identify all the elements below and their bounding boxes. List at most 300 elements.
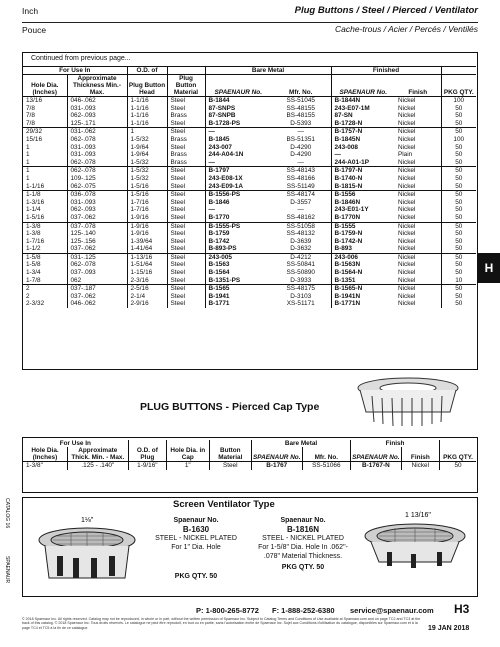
cell: 50 <box>441 128 476 136</box>
cell: Steel <box>167 222 205 230</box>
cell: Nickel <box>401 462 439 470</box>
cell: B-1941 <box>205 293 271 301</box>
cell: Steel <box>167 97 205 105</box>
table-row <box>23 285 476 293</box>
footer-date: 19 JAN 2018 <box>428 625 470 632</box>
cell: — <box>205 128 271 136</box>
cell: 50 <box>441 206 476 214</box>
cell: 062-.093 <box>67 112 127 120</box>
ventilator-right-part: B-1816N <box>286 525 319 534</box>
cell: B-1742 <box>205 238 271 246</box>
cell: B-1351-PS <box>205 277 271 285</box>
cell: Nickel <box>398 158 416 166</box>
cell: Steel <box>167 245 205 253</box>
column-header: Mfr. No. <box>289 89 313 96</box>
cell: B-1757-N <box>331 128 395 136</box>
cell: Nickel <box>398 269 416 277</box>
cell: Nickel <box>398 300 416 308</box>
cell: D-3632 <box>290 245 312 253</box>
cell: B-1770 <box>205 214 271 222</box>
ventilator-right-label: Spaenaur No. <box>280 517 326 524</box>
cell: 243-005 <box>205 253 271 261</box>
table-row <box>23 245 476 253</box>
cell: Steel <box>167 285 205 293</box>
cell: 50 <box>441 199 476 207</box>
cell: 1-9/64 <box>127 151 167 159</box>
cell: B-1563N <box>331 261 395 269</box>
cell: 50 <box>440 462 476 470</box>
ventilator-right-spec: STEEL - NICKEL PLATED <box>262 535 344 542</box>
cell: B-1556-PS <box>205 191 271 199</box>
table-row <box>23 136 476 144</box>
cell: 125-.171 <box>67 120 127 128</box>
cell: 50 <box>441 175 476 183</box>
table-row <box>23 183 476 191</box>
group-blank-2 <box>441 67 476 75</box>
cell: 125-.140 <box>67 230 127 238</box>
cell: Steel <box>167 191 205 199</box>
cell: 100 <box>441 136 476 144</box>
cell: 50 <box>441 269 476 277</box>
cell: B-1351 <box>331 277 395 285</box>
cell: 125-.156 <box>67 238 127 246</box>
cell: 1-9/64 <box>127 144 167 152</box>
cell: D-4290 <box>290 143 312 151</box>
column-header: SPAENAUR No. <box>205 75 271 97</box>
cell: 1-5/16 <box>127 183 167 191</box>
pierced-cap-image <box>352 374 464 430</box>
cell: Nickel <box>395 191 441 199</box>
cell: 243-007 <box>205 144 271 152</box>
cell: SS-48155 <box>286 104 315 112</box>
ventilator-title: Screen Ventilator Type <box>173 499 275 510</box>
cell: 1-9/16 <box>127 214 167 222</box>
cell: BS-51351 <box>286 135 315 143</box>
side-brand-label: SPAENAUR <box>4 556 10 584</box>
ventilator-left-pkg: PKG QTY. 50 <box>174 573 218 580</box>
cell: Nickel <box>398 97 416 104</box>
cell: 1-15/16 <box>127 269 167 277</box>
cell: 1-41/64 <box>127 245 167 253</box>
pierced-col-spae: SPAENAUR No. <box>252 447 303 462</box>
cell: Steel <box>167 230 205 238</box>
column-header: Hole Dia. (Inches) <box>31 82 59 96</box>
cell: SS-50890 <box>286 269 315 277</box>
cell: Nickel <box>398 198 416 206</box>
pierced-blank-3 <box>209 440 251 447</box>
cell: Steel <box>167 128 205 136</box>
cell: B-1845 <box>205 136 271 144</box>
cell: Nickel <box>398 135 416 143</box>
ventilator-left-card <box>151 516 241 581</box>
pierced-col-finish: Finish <box>401 447 439 462</box>
cell: Steel <box>209 462 251 470</box>
cell: 50 <box>441 120 476 128</box>
cell: SS-48132 <box>286 230 315 238</box>
cell: 1-7/16 <box>26 237 45 245</box>
cell: 2 <box>26 292 30 300</box>
table-row <box>23 191 476 199</box>
cell: SS-51058 <box>271 222 331 230</box>
group-od-of: O.D. of <box>127 67 167 75</box>
cell: B-1555-PS <box>205 222 271 230</box>
cell: 1-9/16 <box>127 222 167 230</box>
cell: Nickel <box>395 285 441 293</box>
cell: 062-.078 <box>67 136 127 144</box>
table-row <box>23 269 476 277</box>
pierced-col-hole: Hole Dia. (Inches) <box>31 447 59 461</box>
cell: 50 <box>441 222 476 230</box>
cell: BS-48155 <box>286 112 315 120</box>
cell: 037-.078 <box>67 222 127 230</box>
column-header: Plug Button Head <box>127 75 167 97</box>
ventilator-left-label: Spaenaur No. <box>173 517 219 524</box>
table-row <box>23 128 476 136</box>
cell: 50 <box>441 144 476 152</box>
cell: SS-48174 <box>271 191 331 199</box>
pierced-finish-group: Finish <box>351 440 440 447</box>
cell: 062 <box>67 277 127 285</box>
cell: Steel <box>167 293 205 301</box>
cell: Steel <box>167 120 205 128</box>
cell: D-3639 <box>290 237 312 245</box>
cell: Steel <box>167 269 205 277</box>
cell: 50 <box>441 167 476 175</box>
table-row <box>23 199 476 207</box>
cell: 50 <box>441 112 476 120</box>
cell: B-1565 <box>205 285 271 293</box>
cell: B-1556 <box>331 191 395 199</box>
cell: Nickel <box>395 128 441 136</box>
cell: Nickel <box>395 167 441 175</box>
ventilator-left-spec: STEEL - NICKEL PLATED <box>155 535 237 542</box>
pierced-blank-1 <box>128 440 166 447</box>
cell: 50 <box>441 300 476 308</box>
cell: SS-51066 <box>302 462 351 470</box>
cell: 062-.078 <box>67 159 127 167</box>
column-header: Plug Button Material <box>167 75 205 97</box>
cell: 1-1/16 <box>127 120 167 128</box>
cell: 031-.093 <box>67 105 127 113</box>
cell: Steel <box>167 175 205 183</box>
cell: — <box>205 206 271 214</box>
cell: B-1846N <box>331 199 395 207</box>
cell: 50 <box>441 183 476 191</box>
pierced-col-mfr: Mfr. No. <box>302 447 351 462</box>
cell: 1-3/8 <box>23 222 67 230</box>
cell: 1-5/32 <box>127 136 167 144</box>
page-title: Plug Buttons / Steel / Pierced / Ventilator <box>294 5 478 16</box>
cell: 1-39/64 <box>127 238 167 246</box>
cell: — <box>271 128 331 136</box>
cell: B-1845N <box>331 136 395 144</box>
table-row <box>23 214 476 222</box>
table-row <box>23 167 476 175</box>
cell: 2-9/16 <box>127 300 167 308</box>
ventilator-box <box>22 497 478 597</box>
table-row <box>23 277 476 285</box>
cell: Steel <box>167 214 205 222</box>
cell: 1-5/8 <box>26 261 41 269</box>
cell: B-1941N <box>331 293 395 301</box>
footer-fax: F: 1-888-252-6380 <box>272 606 335 615</box>
table-row <box>23 300 476 308</box>
cell: .125 - .140" <box>67 462 128 470</box>
cell: Nickel <box>398 261 416 269</box>
main-table-box <box>22 52 478 370</box>
cell: 031-.062 <box>67 128 127 136</box>
pierced-blank-2 <box>167 440 209 447</box>
cell: 1-3/8" <box>26 462 43 469</box>
cell: 243-E01-1Y <box>331 206 395 214</box>
cell: SS-50841 <box>286 261 315 269</box>
side-catalog-label: CATALOG 16 <box>4 498 10 529</box>
cell: 1-5/32 <box>127 175 167 183</box>
cell: 1 <box>23 167 67 175</box>
cell: 1-5/32 <box>127 159 167 167</box>
table-row <box>23 151 476 159</box>
group-for-use-in: For Use In <box>23 67 127 75</box>
cell: 100 <box>441 97 476 105</box>
cell: 046-.062 <box>67 97 127 105</box>
cell: B-1728-N <box>331 120 395 128</box>
cell: B-1797 <box>205 167 271 175</box>
cell: Nickel <box>398 213 416 221</box>
cell: Brass <box>167 151 205 159</box>
cell: 87-SNPS <box>205 105 271 113</box>
cell: 87-SN <box>331 112 395 120</box>
cell: 2-1/4 <box>127 293 167 301</box>
cell: 50 <box>441 214 476 222</box>
cell: XS-51171 <box>286 300 315 308</box>
cell: 243-006 <box>331 253 395 261</box>
cell: B-1564 <box>205 269 271 277</box>
cell: Steel <box>167 277 205 285</box>
cell: B-1797-N <box>331 167 395 175</box>
cell: Nickel <box>398 112 416 120</box>
plug-button-table <box>23 66 476 308</box>
cell: B-1740-N <box>331 175 395 183</box>
cell: Steel <box>167 300 205 308</box>
ventilator-right-card <box>255 516 351 572</box>
cell: Steel <box>167 183 205 191</box>
cell: Steel <box>167 105 205 113</box>
cell: 031-.093 <box>67 151 127 159</box>
cell: 1-7/16 <box>127 206 167 214</box>
cell: Nickel <box>398 143 416 151</box>
cell: D-4212 <box>271 253 331 261</box>
footer-email: service@spaenaur.com <box>350 606 434 615</box>
cell: — <box>297 206 304 214</box>
cell: Steel <box>167 253 205 261</box>
cell: Nickel <box>398 119 416 127</box>
ventilator-right-dim: 1 13/16" <box>405 512 431 519</box>
cell: D-3933 <box>290 276 312 284</box>
cell: 031-.125 <box>67 253 127 261</box>
cell: D-3103 <box>290 292 312 300</box>
page-subtitle: Cache-trous / Acier / Percés / Ventilés <box>335 24 478 34</box>
cell: 2-3/16 <box>127 277 167 285</box>
cell: Nickel <box>398 237 416 245</box>
cell: B-1844 <box>205 97 271 105</box>
cell: 29/32 <box>23 128 67 136</box>
cell: SS-48143 <box>271 167 331 175</box>
cell: Brass <box>167 136 205 144</box>
table-row <box>23 97 476 105</box>
footer-phone: P: 1-800-265-8772 <box>196 606 259 615</box>
ventilator-left-image <box>31 512 143 588</box>
cell: 1-5/32 <box>127 167 167 175</box>
section-tab-h: H <box>478 253 500 283</box>
cell: SS-51045 <box>286 97 315 104</box>
pierced-bare-metal: Bare Metal <box>252 440 351 447</box>
cell: 062-.078 <box>67 167 127 175</box>
table-row <box>23 238 476 246</box>
cell: Steel <box>167 206 205 214</box>
cell: D-3557 <box>290 198 312 206</box>
cell: 1-1/16 <box>127 97 167 105</box>
cell: 1-1/16 <box>127 112 167 120</box>
ventilator-left-dim: 1⅛" <box>81 517 94 524</box>
table-row <box>23 261 476 269</box>
cell: B-1565-N <box>331 285 395 293</box>
cell: Nickel <box>395 222 441 230</box>
cell: Nickel <box>398 182 416 190</box>
pierced-col-approx: Approximate Thick. Min. - Max. <box>67 447 128 462</box>
pierced-col-spae2: SPAENAUR No. <box>351 447 402 462</box>
cell: 1-3/4 <box>26 269 41 277</box>
cell: B-1759 <box>205 230 271 238</box>
cell: 50 <box>441 230 476 238</box>
cell: B-1563 <box>205 261 271 269</box>
cell: — <box>297 158 304 166</box>
cell: 243-008 <box>331 144 395 152</box>
column-header: PKG QTY. <box>441 75 476 97</box>
cell: 50 <box>441 105 476 113</box>
column-header: SPAENAUR No. <box>331 75 395 97</box>
cell: B-1771N <box>331 300 395 308</box>
cell: 243-E07-1M <box>331 105 395 113</box>
cell: 87-SNPB <box>205 112 271 120</box>
table-row <box>23 159 476 167</box>
cell: 1-3/8 <box>26 230 41 238</box>
table-row <box>23 175 476 183</box>
cell: B-1564-N <box>331 269 395 277</box>
cell: 10 <box>441 277 476 285</box>
table-row <box>23 144 476 152</box>
cell: SS-48162 <box>286 213 315 221</box>
table-row <box>23 206 476 214</box>
pierced-table <box>23 440 476 470</box>
table-row <box>23 120 476 128</box>
cell: 037-.062 <box>67 245 127 253</box>
cell: 1-13/16 <box>127 253 167 261</box>
cell: Steel <box>167 144 205 152</box>
group-blank <box>167 67 205 75</box>
cell: Steel <box>167 167 205 175</box>
table-row <box>23 105 476 113</box>
continued-note: Continued from previous page... <box>31 55 131 62</box>
cell: Nickel <box>398 276 416 284</box>
cell: 046-.062 <box>67 300 127 308</box>
group-bare-metal: Bare Metal <box>205 67 331 75</box>
table-row <box>23 230 476 238</box>
pierced-col-od: O.D. of Plug <box>128 447 166 462</box>
ventilator-left-part: B-1630 <box>182 525 210 534</box>
cell: D-4290 <box>290 151 312 159</box>
cell: B-1767 <box>252 462 303 470</box>
cell: 037-.062 <box>67 293 127 301</box>
column-header: Finish <box>408 89 428 96</box>
ventilator-right-pkg: PKG QTY. 50 <box>281 564 325 571</box>
cell: SS-48166 <box>286 174 315 182</box>
cell: B-1815-N <box>331 183 395 191</box>
cell: 1" <box>167 462 209 470</box>
header-pouce: Pouce <box>22 25 47 35</box>
cell: 50 <box>441 151 476 159</box>
pierced-col-pkg: PKG QTY. <box>440 447 476 462</box>
cell: 1-5/16 <box>127 191 167 199</box>
table-row <box>23 222 476 230</box>
cell: SS-51149 <box>286 182 315 190</box>
cell: B-1770N <box>331 214 395 222</box>
cell: 1-1/4 <box>26 206 41 214</box>
footer-fine-print: © 2018 Spaenaur Inc. All rights reserved. Catalog may not be reproduced, in whole or in part, without the written permission of Spaenaur Inc. Subject to Catalog Terms and Conditions of Use available at Spaenaur.com and on page TC2 and TC3 at the back of this catalog. © 2018 Spaenaur Inc. Tous droits réservés. Le catalogue ne peut être reproduit, en tout ou en partie, sans l'autorisation écrite de Spaenaur Inc. Sujet aux Conditions d'utilisation du catalogue, disponibles sur Spaenaur.com et à la page TC4 et TC5 à la fin de ce catalogue. <box>22 617 421 630</box>
cell: 1-5/8 <box>23 253 67 261</box>
cell: 1-1/16 <box>127 105 167 113</box>
cell: 1 <box>26 143 30 151</box>
cell: D-5393 <box>290 119 312 127</box>
cell: 1-9/16" <box>128 462 166 470</box>
cell: 1-3/16 <box>26 198 45 206</box>
cell: Nickel <box>398 206 416 214</box>
pierced-col-material: Button Material <box>209 447 251 462</box>
cell: 7/8 <box>26 112 35 120</box>
cell: 031-.093 <box>67 144 127 152</box>
cell: B-893 <box>331 245 395 253</box>
cell: 50 <box>441 191 476 199</box>
cell: Brass <box>167 112 205 120</box>
ventilator-right-image <box>359 508 475 592</box>
cell: 1-1/8 <box>23 191 67 199</box>
ventilator-left-hole: For 1" Dia. Hole <box>171 544 221 551</box>
cell: 031-.093 <box>67 199 127 207</box>
cell: 50 <box>441 293 476 301</box>
cell: 1 <box>26 151 30 159</box>
cell: 1-1/2 <box>26 245 41 253</box>
cell: 243-E09-1A <box>205 183 271 191</box>
cell: 1-7/8 <box>26 276 41 284</box>
cell: 062-.093 <box>67 206 127 214</box>
cell: B-1846 <box>205 199 271 207</box>
pierced-title: PLUG BUTTONS - Pierced Cap Type <box>140 401 320 413</box>
cell: 13/16 <box>26 97 42 104</box>
cell: 062-.075 <box>67 183 127 191</box>
cell: 037-.062 <box>67 214 127 222</box>
pierced-blank-4 <box>440 440 476 447</box>
cell: 037-.187 <box>67 285 127 293</box>
cell: 50 <box>441 238 476 246</box>
header-divider <box>22 22 478 23</box>
cell: 062-.078 <box>67 261 127 269</box>
cell: Nickel <box>398 230 416 238</box>
cell: Nickel <box>398 245 416 253</box>
cell: 15/16 <box>26 135 42 143</box>
cell: — <box>331 151 395 159</box>
cell: B-1728-PS <box>205 120 271 128</box>
cell: 50 <box>441 253 476 261</box>
cell: B-893-PS <box>205 245 271 253</box>
